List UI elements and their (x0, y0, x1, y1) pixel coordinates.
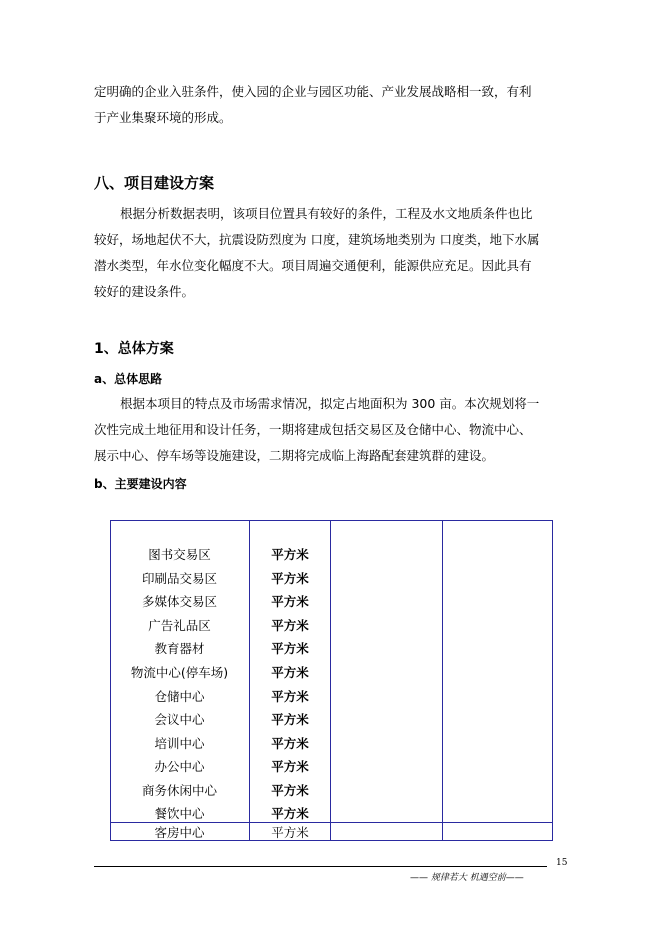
table-cell-unit: 平方米 (271, 547, 309, 562)
sub-a-title: a、总体思路 (94, 372, 163, 386)
table-cell-name: 培训中心 (154, 736, 205, 751)
table-divider (442, 520, 443, 841)
footer-rule (94, 866, 547, 867)
table-cell-unit: 平方米 (271, 571, 309, 586)
intro-line-1: 定明确的企业入驻条件，使入园的企业与园区功能、产业发展战略相一致，有利 (94, 84, 532, 99)
table-cell-unit: 平方米 (271, 594, 309, 609)
table-cell-unit: 平方米 (271, 759, 309, 774)
table-cell-name: 会议中心 (154, 712, 205, 727)
sub-a-line-3: 展示中心、停车场等设施建设，二期将完成临上海路配套建筑群的建设。 (94, 448, 495, 463)
intro-line-2: 于产业集聚环境的形成。 (94, 110, 232, 125)
table-cell-name: 印刷品交易区 (141, 571, 217, 586)
table-cell-name: 多媒体交易区 (141, 594, 217, 609)
table-cell-unit: 平方米 (271, 665, 309, 680)
table-cell-name: 客房中心 (154, 825, 205, 840)
section-8-line-2: 较好，场地起伏不大，抗震设防烈度为 口度，建筑场地类别为 口度类，地下水属 (94, 232, 540, 247)
table-cell-unit: 平方米 (271, 806, 309, 821)
sub-a-line-2: 次性完成土地征用和设计任务，一期将建成包括交易区及仓储中心、物流中心、 (94, 422, 532, 437)
sub-a-line-1: 根据本项目的特点及市场需求情况，拟定占地面积为 300 亩。本次规划将一 (120, 396, 540, 411)
table-cell-name: 办公中心 (154, 759, 205, 774)
section-8-title: 八、项目建设方案 (94, 174, 215, 192)
table-cell-name: 仓储中心 (154, 689, 205, 704)
table-cell-name: 图书交易区 (148, 547, 211, 562)
table-cell-name: 广告礼品区 (148, 618, 211, 633)
section-8-line-4: 较好的建设条件。 (94, 284, 195, 299)
table-divider (330, 520, 331, 841)
table-cell-unit: 平方米 (271, 825, 309, 840)
table-cell-unit: 平方米 (271, 736, 309, 751)
table-cell-unit: 平方米 (271, 783, 309, 798)
sub-b-title: b、主要建设内容 (94, 477, 187, 491)
table-cell-unit: 平方米 (271, 641, 309, 656)
sub-1-title: 1、总体方案 (94, 341, 174, 357)
table-cell-unit: 平方米 (271, 712, 309, 727)
table-cell-name: 教育器材 (154, 641, 205, 656)
table-cell-name: 物流中心(停车场) (130, 665, 229, 680)
section-8-line-1: 根据分析数据表明，该项目位置具有较好的条件，工程及水文地质条件也比 (120, 206, 533, 221)
table-cell-name: 餐饮中心 (154, 806, 205, 821)
table-cell-name: 商务休闲中心 (141, 783, 217, 798)
section-8-line-3: 潜水类型，年水位变化幅度不大。项目周遍交通便利，能源供应充足。因此具有 (94, 258, 532, 273)
table-cell-unit: 平方米 (271, 618, 309, 633)
table-cell-unit: 平方米 (271, 689, 309, 704)
footer-motto: —— 规律若大 机遇空前—— (410, 873, 524, 883)
page-number: 15 (556, 858, 568, 868)
